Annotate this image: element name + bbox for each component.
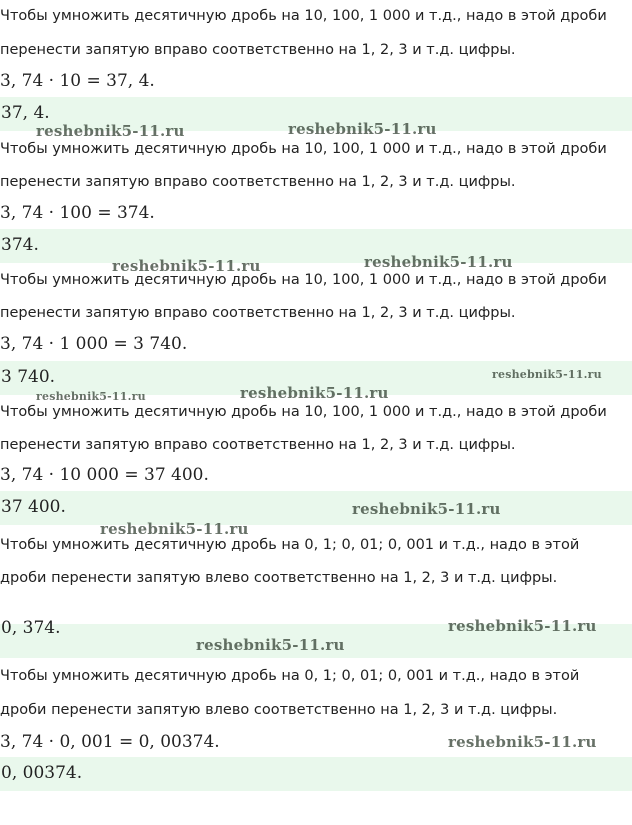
equation: 3, 74 · 0, 001 = 0, 00374. bbox=[0, 732, 220, 752]
watermark: reshebnik5-11.ru bbox=[364, 253, 513, 271]
answer-band bbox=[0, 491, 632, 525]
rule-text-line: Чтобы умножить десятичную дробь на 0, 1; 0, 01; 0, 001 и т.д., надо в этой bbox=[0, 668, 580, 684]
answer-text: 37, 4. bbox=[1, 103, 50, 123]
equation: 3, 74 · 10 = 37, 4. bbox=[0, 71, 155, 91]
rule-text-line: Чтобы умножить десятичную дробь на 0, 1; 0, 01; 0, 001 и т.д., надо в этой bbox=[0, 537, 580, 553]
watermark: reshebnik5-11.ru bbox=[288, 120, 437, 138]
rule-text-line: дроби перенести запятую влево соответственно на 1, 2, 3 и т.д. цифры. bbox=[0, 702, 558, 718]
watermark: reshebnik5-11.ru bbox=[352, 500, 501, 518]
rule-text-line: Чтобы умножить десятичную дробь на 10, 100, 1 000 и т.д., надо в этой дроби bbox=[0, 141, 607, 157]
rule-text-line: перенести запятую вправо соответственно на 1, 2, 3 и т.д. цифры. bbox=[0, 305, 516, 321]
rule-text-line: Чтобы умножить десятичную дробь на 10, 100, 1 000 и т.д., надо в этой дроби bbox=[0, 8, 607, 24]
answer-band bbox=[0, 757, 632, 791]
rule-text-line: перенести запятую вправо соответственно на 1, 2, 3 и т.д. цифры. bbox=[0, 437, 516, 453]
watermark: reshebnik5-11.ru bbox=[492, 368, 602, 381]
watermark: reshebnik5-11.ru bbox=[112, 257, 261, 275]
answer-text: 0, 00374. bbox=[1, 763, 83, 783]
equation: 3, 74 · 100 = 374. bbox=[0, 203, 155, 223]
rule-text-line: перенести запятую вправо соответственно на 1, 2, 3 и т.д. цифры. bbox=[0, 174, 516, 190]
answer-text: 3 740. bbox=[1, 367, 56, 387]
equation: 3, 74 · 10 000 = 37 400. bbox=[0, 465, 209, 485]
watermark: reshebnik5-11.ru bbox=[100, 520, 249, 538]
rule-text-line: перенести запятую вправо соответственно на 1, 2, 3 и т.д. цифры. bbox=[0, 42, 516, 58]
watermark: reshebnik5-11.ru bbox=[240, 384, 389, 402]
rule-text-line: дроби перенести запятую влево соответственно на 1, 2, 3 и т.д. цифры. bbox=[0, 570, 558, 586]
watermark: reshebnik5-11.ru bbox=[36, 122, 185, 140]
rule-text-line: Чтобы умножить десятичную дробь на 10, 100, 1 000 и т.д., надо в этой дроби bbox=[0, 404, 607, 420]
answer-text: 37 400. bbox=[1, 497, 66, 517]
answer-text: 0, 374. bbox=[1, 618, 61, 638]
watermark: reshebnik5-11.ru bbox=[36, 390, 146, 403]
watermark: reshebnik5-11.ru bbox=[448, 733, 597, 751]
watermark: reshebnik5-11.ru bbox=[448, 617, 597, 635]
answer-band bbox=[0, 229, 632, 263]
answer-text: 374. bbox=[1, 235, 39, 255]
equation: 3, 74 · 1 000 = 3 740. bbox=[0, 334, 188, 354]
rule-text-line: Чтобы умножить десятичную дробь на 10, 100, 1 000 и т.д., надо в этой дроби bbox=[0, 272, 607, 288]
watermark: reshebnik5-11.ru bbox=[196, 636, 345, 654]
